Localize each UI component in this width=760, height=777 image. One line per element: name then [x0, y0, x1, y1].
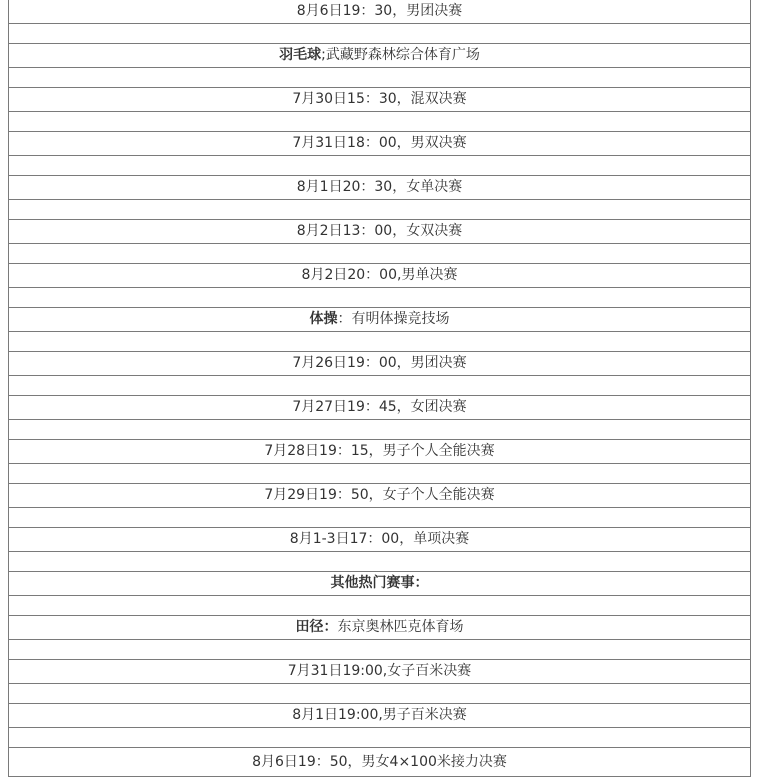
schedule-row	[9, 527, 751, 551]
schedule-entry-text: 8月6日19：50，男女4×100米接力决赛	[252, 753, 507, 770]
schedule-entry	[9, 0, 751, 23]
section-heading-title: 体操	[309, 311, 338, 327]
section-heading-cell	[9, 43, 751, 67]
schedule-entry	[9, 703, 751, 727]
schedule-row	[9, 747, 751, 776]
schedule-entry-text: 8月2日20：00,男单决赛	[301, 267, 458, 283]
schedule-entry-text: 7月26日19：00，男团决赛	[292, 355, 467, 371]
blank-row	[9, 727, 751, 747]
section-heading-title: 羽毛球	[279, 47, 322, 63]
blank-cell	[9, 199, 751, 219]
schedule-entry-text: 7月31日19:00,女子百米决赛	[287, 663, 472, 679]
schedule-entry-text: 8月1-3日17：00，单项决赛	[289, 531, 470, 547]
blank-row	[9, 199, 751, 219]
schedule-row	[9, 351, 751, 375]
blank-cell	[9, 155, 751, 175]
schedule-entry	[9, 483, 751, 507]
schedule-entry-text: 7月30日15：30，混双决赛	[292, 91, 467, 107]
section-heading-row	[9, 43, 751, 67]
blank-cell	[9, 375, 751, 395]
blank-row	[9, 551, 751, 571]
blank-cell	[9, 551, 751, 571]
schedule-row	[9, 703, 751, 727]
blank-row	[9, 595, 751, 615]
blank-row	[9, 243, 751, 263]
schedule-entry-text: 8月6日19：30，男团决赛	[296, 3, 463, 20]
blank-cell	[9, 683, 751, 703]
schedule-entry	[9, 395, 751, 419]
blank-row	[9, 331, 751, 351]
blank-row	[9, 463, 751, 483]
schedule-row	[9, 0, 751, 23]
schedule-entry	[9, 263, 751, 287]
schedule-entry	[9, 747, 751, 776]
blank-row	[9, 639, 751, 659]
schedule-entry	[9, 351, 751, 375]
blank-cell	[9, 727, 751, 747]
blank-cell	[9, 243, 751, 263]
schedule-row	[9, 175, 751, 199]
section-heading-row	[9, 307, 751, 331]
blank-cell	[9, 639, 751, 659]
schedule-entry-text: 7月29日19：50，女子个人全能决赛	[264, 487, 495, 503]
blank-row	[9, 67, 751, 87]
blank-cell	[9, 419, 751, 439]
schedule-row	[9, 439, 751, 463]
schedule-row	[9, 219, 751, 243]
schedule-entry-text: 8月1日20：30，女单决赛	[296, 179, 463, 195]
blank-cell	[9, 67, 751, 87]
schedule-entry	[9, 439, 751, 463]
schedule-body	[9, 0, 751, 776]
blank-cell	[9, 287, 751, 307]
blank-row	[9, 507, 751, 527]
schedule-table	[8, 0, 751, 777]
schedule-entry-text: 7月28日19：15，男子个人全能决赛	[264, 443, 495, 459]
schedule-entry	[9, 175, 751, 199]
blank-row	[9, 419, 751, 439]
blank-row	[9, 111, 751, 131]
schedule-row	[9, 659, 751, 683]
blank-cell	[9, 507, 751, 527]
schedule-entry	[9, 527, 751, 551]
section-heading-venue: ：有明体操竞技场	[337, 311, 450, 327]
blank-row	[9, 23, 751, 43]
schedule-row	[9, 395, 751, 419]
blank-row	[9, 287, 751, 307]
blank-cell	[9, 111, 751, 131]
blank-cell	[9, 595, 751, 615]
section-heading-title: 田径：	[295, 619, 338, 635]
schedule-row	[9, 263, 751, 287]
schedule-entry	[9, 131, 751, 155]
schedule-entry	[9, 87, 751, 111]
section-heading-title: 其他热门赛事：	[330, 575, 429, 591]
blank-cell	[9, 463, 751, 483]
section-heading-row	[9, 571, 751, 595]
schedule-entry-text: 7月27日19：45，女团决赛	[292, 399, 467, 415]
schedule-entry-text: 8月2日13：00，女双决赛	[296, 223, 463, 239]
schedule-entry	[9, 659, 751, 683]
section-heading-cell	[9, 307, 751, 331]
schedule-row	[9, 87, 751, 111]
blank-cell	[9, 23, 751, 43]
blank-cell	[9, 331, 751, 351]
schedule-entry-text: 8月1日19:00,男子百米决赛	[292, 707, 467, 723]
section-heading-venue: ;武藏野森林综合体育广场	[321, 47, 480, 63]
section-heading-venue: 东京奥林匹克体育场	[337, 619, 464, 635]
blank-row	[9, 683, 751, 703]
schedule-row	[9, 131, 751, 155]
section-heading-cell	[9, 571, 751, 595]
schedule-entry-text: 7月31日18：00，男双决赛	[292, 135, 467, 151]
section-heading-cell	[9, 615, 751, 639]
section-heading-row	[9, 615, 751, 639]
schedule-row	[9, 483, 751, 507]
blank-row	[9, 375, 751, 395]
schedule-entry	[9, 219, 751, 243]
blank-row	[9, 155, 751, 175]
